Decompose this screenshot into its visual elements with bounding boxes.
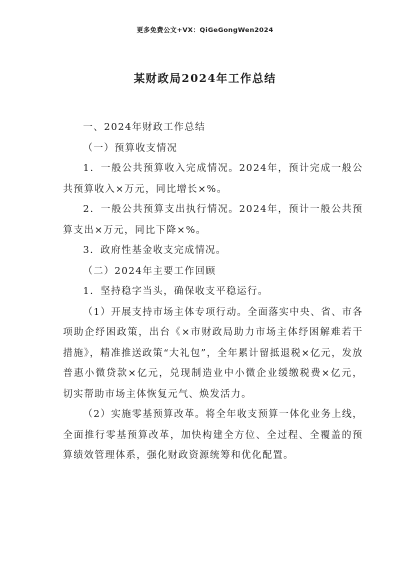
paragraph: （2）实施零基预算改革。将全年收支预算一体化业务上线，全面推行零基预算改革，加快构建全方位、全过程、全覆盖的预算绩效管理体系，强化财政资源统筹和优化配置。 (63, 409, 363, 461)
page-title: 某财政局2024年工作总结 (133, 72, 277, 85)
subsection-heading: （一）预算收支情况 (83, 142, 178, 154)
paragraph: 3．政府性基金收支完成情况。 (83, 245, 227, 256)
section-heading: 一、2024年财政工作总结 (83, 122, 206, 133)
document-body (63, 118, 363, 467)
paragraph: 2．一般公共预算支出执行情况。2024年，预计一般公共预算支出×万元，同比下降×%。 (63, 204, 363, 236)
subsection-heading: （二）2024年主要工作回顾 (83, 265, 216, 277)
header-note: 更多免费公文+VX：QiGeGongWen2024 (136, 26, 274, 34)
paragraph: 1．一般公共预算收入完成情况。2024年，预计完成一般公共预算收入×万元，同比增长×%。 (63, 163, 363, 195)
paragraph: 1．坚持稳字当头，确保收支平稳运行。 (83, 286, 269, 297)
paragraph: （1）开展支持市场主体专项行动。全面落实中央、省、市各项助企纾困政策，出台《×市财政局助力市场主体纾困解难若干措施》，精准推送政策“大礼包”，全年累计留抵退税×亿元，发放普惠小微贷款×亿元，兑现制造业中小微企业缓缴税费×亿元，切实帮助市场主体恢复元气、焕发活力。 (63, 306, 363, 400)
